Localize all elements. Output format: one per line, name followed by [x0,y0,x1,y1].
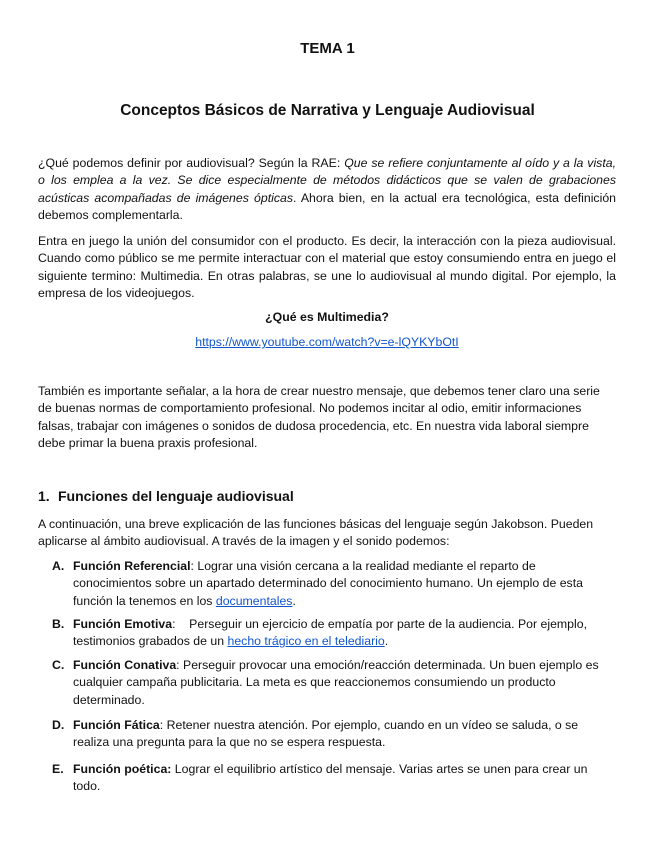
telediario-link[interactable]: hecho trágico en el telediario [227,634,385,649]
list-item-poetica [52,761,612,796]
item-name: Función Fática [73,718,160,732]
item-text: : Perseguir un ejercicio de empatía por parte de la audiencia. Por ejemplo, testimonios grabados de un [73,617,591,649]
section-1-intro: A continuación, una breve explicación de las funciones básicas del lenguaje según Jakobson. Pueden aplicarse al ámbito audiovisual. A través de la imagen y el sonido podemos: [38,517,594,549]
multimedia-question: ¿Qué es Multimedia? [265,310,389,324]
list-marker: A. [52,559,65,573]
list-item-emotiva [52,616,612,651]
list-marker: C. [52,658,65,672]
intro-paragraph-2: Entra en juego la unión del consumidor con el producto. Es decir, la interacción con la pieza audiovisual. Cuando como público se me permite interactuar con el material que estoy consumiendo entra en juego el siguiente termino: Multimedia. En otras palabras, se une lo audiovisual al mundo digital. Por ejemplo, la empresa de los videojuegos. [38,234,616,301]
document-subtitle: Conceptos Básicos de Narrativa y Lenguaje Audiovisual [120,102,535,119]
item-name: Función Referencial [73,559,191,573]
list-item-referencial [52,558,612,610]
section-1-title: Funciones del lenguaje audiovisual [58,488,294,504]
document-title: TEMA 1 [300,40,355,57]
item-text: : Perseguir provocar una emoción/reacción determinada. Un buen ejemplo es cualquier campaña publicitaria. La meta es que reaccionemos consumiendo un producto determinado. [73,658,599,707]
section-1-heading [38,488,294,504]
item-text: Lograr el equilibrio artístico del mensaje. Varias artes se unen para crear un todo. [73,762,588,794]
item-text: : Lograr una visión cercana a la realidad mediante el reparto de conocimientos sobre un apartado determinado del conocimiento humano. Un ejemplo de esta función la tenemos en los [73,559,583,608]
section-1-number: 1. [38,488,50,504]
list-marker: B. [52,617,65,631]
list-item-conativa [52,657,612,709]
documentales-link[interactable]: documentales [215,593,293,608]
multimedia-link-line [38,334,616,351]
item-after: . [292,593,296,608]
intro-paragraph-3: También es importante señalar, a la hora de crear nuestro mensaje, que debemos tener claro una serie de buenas normas de comportamiento profesional. No podemos incitar al odio, emitir informaciones falsas, trabajar con imágenes o sonidos de dudosa procedencia, etc. En nuestra vida laboral siempre debe primar la buena praxis profesional. [38,384,600,451]
rae-definition: Que se refiere conjuntamente al oído y a la vista, o los emplea a la vez. Se dice especialmente de métodos didácticos que se valen de grabaciones acústicas acompañadas de imágenes ópticas [38,156,617,205]
list-marker: D. [52,718,65,732]
item-name: Función Emotiva [73,617,173,631]
list-item-fatica [52,717,612,752]
item-name: Función Conativa [73,658,177,672]
item-after: . [384,634,389,649]
intro-p1-text: ¿Qué podemos definir por audiovisual? Según la RAE: [38,156,345,170]
multimedia-link[interactable]: https://www.youtube.com/watch?v=e-lQYKYbOtI [195,335,459,349]
list-marker: E. [52,762,64,776]
item-name: Función poética: [73,762,172,776]
intro-p1-end: . Ahora bien, en la actual era tecnológica, esta definición debemos complementarla. [38,190,616,223]
item-text: : Retener nuestra atención. Por ejemplo, cuando en un vídeo se saluda, o se realiza una pregunta para la que no se espera respuesta. [73,718,579,750]
intro-paragraph-1 [38,155,616,225]
